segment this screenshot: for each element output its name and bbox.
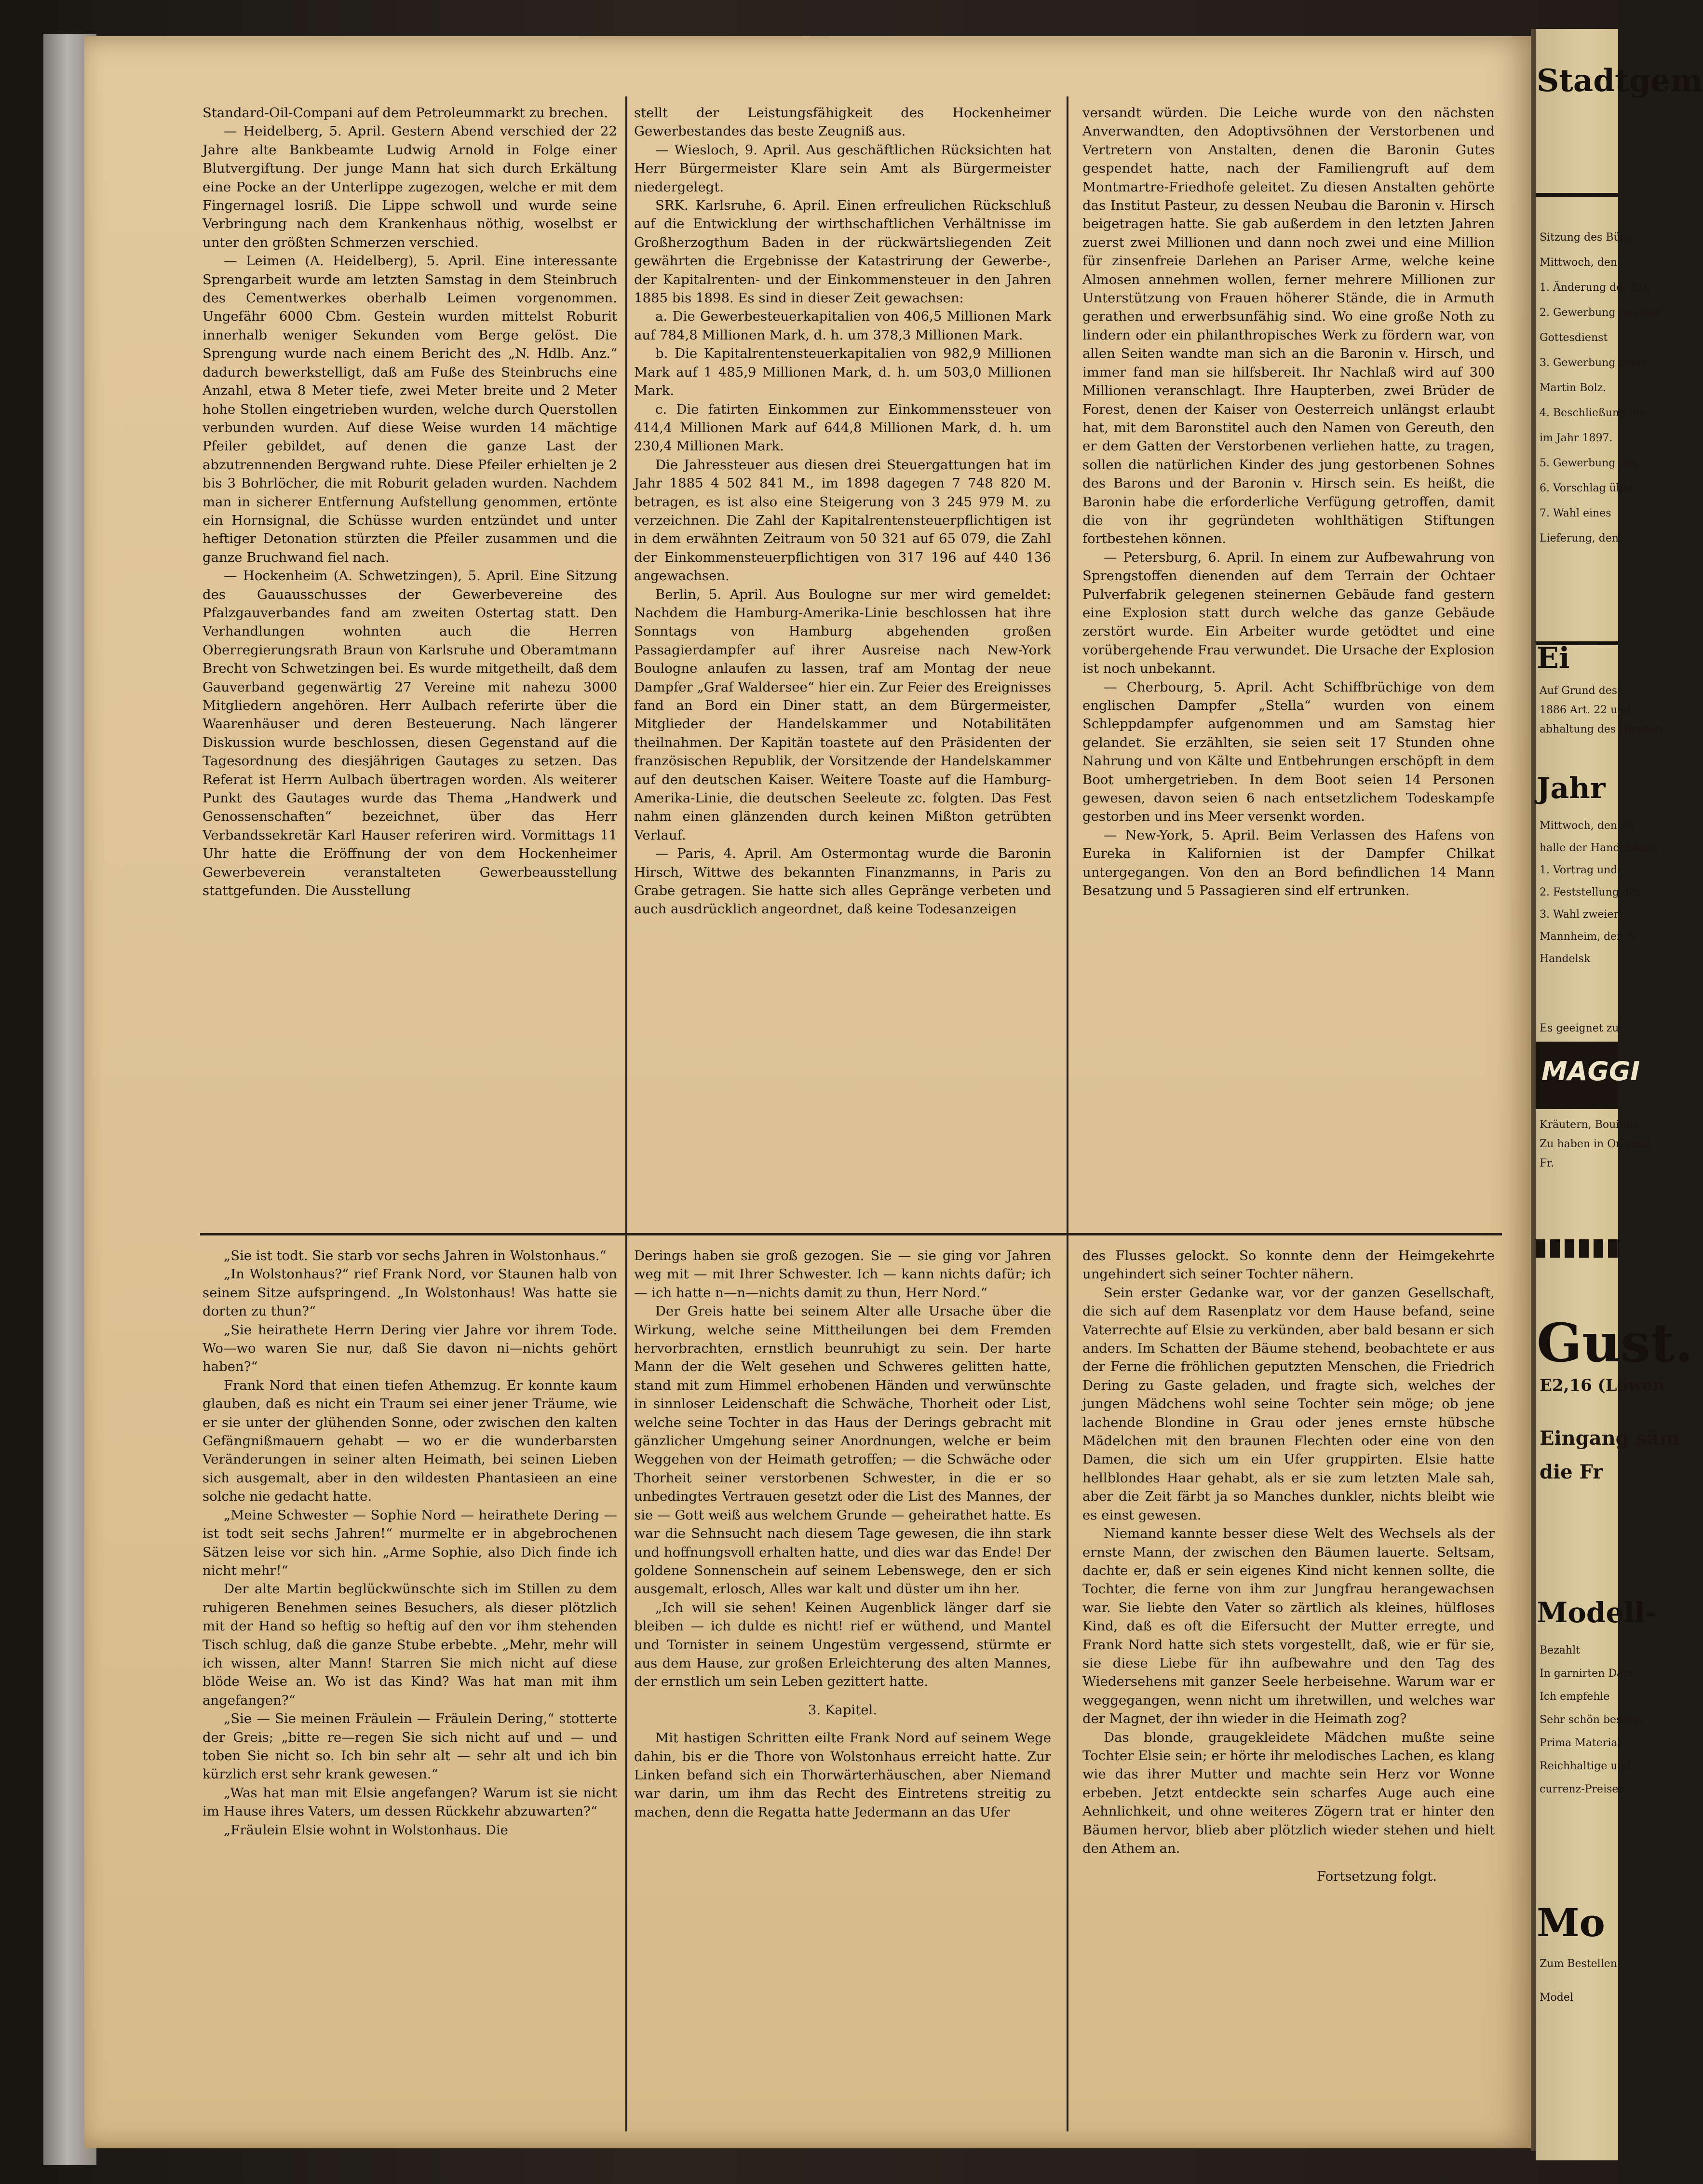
article-paragraph: „Fräulein Elsie wohnt in Wolstonhaus. Die: [224, 1822, 508, 1838]
article-paragraph: SRK. Karlsruhe, 6. April. Einen erfreulichen Rückschluß auf die Entwicklung der wirthschaftlichen Verhältnisse im Großherzogthum Baden in der rückwärtsliegenden Zeit gewährten die Ergebnisse der Katastrirung der Gewerbe-, der Kapitalrenten- und der Einkommensteuer in den Jahren 1885 bis 1898. Es sind in dieser Zeit gewachsen:: [634, 198, 1051, 306]
article-paragraph: „Meine Schwester — Sophie Nord — heirathete Dering — ist todt seit sechs Jahren!“ murmelte er in abgebrochenen Sätzen leise vor sich hin. „Arme Sophie, also Dich finde ich nicht mehr!“: [203, 1507, 617, 1578]
adjacent-page-line: 2. Feststellung des: [1540, 886, 1641, 898]
article-paragraph: Das blonde, graugekleidete Mädchen mußte seine Tochter Elsie sein; er hörte ihr melodisches Lachen, es klang wie das ihrer Mutter und machte sein Herz vor Wonne erbeben. Jetzt entdeckte sein scharfes Auge auch eine Aehnlichkeit, und ohne weiteres Zögern trat er hinter den Bäumen hervor, blieb aber plötzlich wieder stehen und hielt den Athem an.: [1082, 1729, 1495, 1856]
adjacent-page-line: 2. Gewerbung des Bür: [1540, 307, 1661, 319]
next-page-title: Stadtgem: [1537, 63, 1703, 99]
adjacent-page-line: halle der Handelskam: [1540, 842, 1658, 854]
article-paragraph: „Was hat man mit Elsie angefangen? Warum ist sie nicht im Hause ihres Vaters, um dessen Rückkehr abzuwarten?“: [203, 1785, 617, 1819]
ad-headline: Modell-: [1537, 1596, 1657, 1629]
adjacent-page-fragment: [1536, 29, 1703, 2160]
article-paragraph: — Wiesloch, 9. April. Aus geschäftlichen Rücksichten hat Herr Bürgermeister Klare sein Amt als Bürgermeister niedergelegt.: [634, 142, 1051, 195]
article-paragraph: — New-York, 5. April. Beim Verlassen des Hafens von Eureka in Kalifornien ist der Dampfer Chilkat untergegangen. Von den an Bord befindlichen 14 Mann Besatzung und 5 Passagieren sind elf ertrunken.: [1082, 827, 1495, 899]
article-paragraph: versandt würden. Die Leiche wurde von den nächsten Anverwandten, den Adoptivsöhnen der Verstorbenen und Vertretern von Anstalten, denen die Baronin Gutes gespendet hatte, nach der Familiengruft auf dem Montmartre-Friedhofe geleitet. Zu diesen Anstalten gehörte das Institut Pasteur, zu dessen Neubau die Baronin v. Hirsch beigetragen hatte. Sie gab außerdem in den letzten Jahren zuerst zwei Millionen und dann noch zwei und eine Million für zinsenfreie Darlehen an Pariser Arme, welche keine Almosen annehmen wollen, ferner mehrere Millionen zur Unterstützung von Frauen höherer Stände, die in Armuth gerathen und erwerbsunfähig sind. Wo eine große Noth zu lindern oder ein philanthropisches Werk zu fördern war, von allen Seiten wandte man sich an die Baronin v. Hirsch, und immer fand man sie hilfsbereit. Ihr Nachlaß wird auf 300 Millionen veranschlagt. Ihre Haupterben, zwei Brüder de Forest, denen der Kaiser von Oesterreich unlängst erlaubt hat, mit dem Baronstitel auch den Namen von Gereuth, den er dem Gatten der Verstorbenen verliehen hatte, zu tragen, sollen die natürlichen Kinder des jung gestorbenen Sohnes des Barons und der Baronin v. Hirsch sein. Es heißt, die Baronin habe die erforderliche Verfügung getroffen, damit die von ihr gegründeten wohlthätigen Stiftungen fortbestehen können.: [1082, 105, 1495, 547]
adjacent-page-line: Zum Bestellen: [1540, 1958, 1617, 1970]
adjacent-page-line: Mittwoch, den: [1540, 257, 1618, 269]
news-column-2: [634, 104, 1051, 1227]
article-paragraph: Fortsetzung folgt.: [1317, 1869, 1437, 1885]
adjacent-page-line: In garnirten Dam: [1540, 1668, 1633, 1680]
adjacent-page-line: Mannheim, den 5.: [1540, 931, 1637, 943]
adjacent-page-line: Sitzung des Bürg: [1540, 231, 1633, 244]
article-paragraph: „In Wolstonhaus?“ rief Frank Nord, vor Staunen halb von seinem Sitze aufspringend. „In Wolstonhaus! Was hatte sie dorten zu thun?“: [203, 1266, 617, 1319]
ad-headline: Mo: [1537, 1900, 1605, 1945]
adjacent-page-line: 6. Vorschlag über: [1540, 482, 1635, 494]
article-paragraph: Derings haben sie groß gezogen. Sie — sie ging vor Jahren weg mit — mit Ihrer Schwester. Ich — kann nichts dafür; ich — ich hatte n—n—nichts damit zu thun, Herr Nord.“: [634, 1248, 1051, 1301]
article-paragraph: Niemand kannte besser diese Welt des Wechsels als der ernste Mann, der zwischen den Bäumen lauerte. Seltsam, dachte er, daß er sein eigenes Kind nicht kennen sollte, die Tochter, die ferne von ihm zur Jungfrau herangewachsen war. Sie liebte den Vater so zärtlich als kleines, hülfloses Kind, daß es oft die Eifersucht der Mutter erregte, und Frank Nord hatte sich stets vorgestellt, daß, wie er für sie, sie diese Liebe für ihn aufbewahre und den Tag des Wiedersehens mit ganzer Seele herbeisehne. Warum war er weggegangen, wenn nicht um ihretwillen, und welches war der Magnet, der ihn wieder in die Heimath zog?: [1082, 1526, 1495, 1727]
article-paragraph: Der Greis hatte bei seinem Alter alle Ursache über die Wirkung, welche seine Mittheilungen bei dem Fremden hervorbrachten, ernstlich beunruhigt zu sein. Der harte Mann der die Welt gesehen und Schweres gelitten hatte, stand mit zum Himmel erhobenen Händen und verwünschte in sinnloser Leidenschaft die Schwäche, Thorheit oder List, welche seine Tochter in das Haus der Derings gebracht mit gänzlicher Umgehung seiner Anordnungen, welche er beim Weggehen von der Heimath getroffen; — die Schwäche oder Thorheit seiner verstorbenen Schwester, in die er so unbedingtes Vertrauen gesetzt oder die List des Mannes, der sie — Gott weiß aus welchem Grunde — geheirathet hatte. Es war die Sehnsucht nach diesem Tage gewesen, die ihn stark und hoffnungsvoll erhalten hatte, und dies war das Ende! Der goldene Sonnenschein auf seinem Lebenswege, den er sich ausgemalt, erlosch, Alles war kalt und düster um ihn her.: [634, 1303, 1051, 1597]
maggi-logo: MAGGI: [1541, 1056, 1640, 1086]
adjacent-page-line: Ich empfehle: [1540, 1691, 1610, 1703]
adjacent-page-line: 1. Änderung der Erg: [1540, 282, 1651, 294]
adjacent-page-line: die Fr: [1540, 1461, 1603, 1483]
adjacent-page-line: Handelsk: [1540, 953, 1591, 965]
adjacent-page-line: im Jahr 1897.: [1540, 432, 1613, 444]
adjacent-page-line: 4. Beschließung der: [1540, 407, 1648, 419]
column-rule: [625, 96, 627, 2131]
article-paragraph: „Sie — Sie meinen Fräulein — Fräulein Dering,“ stotterte der Greis; „bitte re—regen Sie sich nicht auf und — und toben Sie nicht so. Ich bin sehr alt — sehr alt und ich bin kürzlich erst sehr krank gewesen.“: [203, 1711, 617, 1782]
article-paragraph: „Ich will sie sehen! Keinen Augenblick länger darf sie bleiben — ich dulde es nicht! rief er wüthend, und Mantel und Tornister in seinem Ungestüm vergessend, stürmte er aus dem Hause, zur großen Erleichterung des alten Mannes, der ernstlich um sein Leben gezittert hatte.: [634, 1600, 1051, 1690]
article-paragraph: — Cherbourg, 5. April. Acht Schiffbrüchige von dem englischen Dampfer „Stella“ wurden von einem Schleppdampfer aufgenommen und am Samstag hier gelandet. Sie erzählten, sie seien seit 17 Stunden ohne Nahrung und von Kälte und Entbehrungen erschöpft in dem Boot umhergetrieben. In dem Boot seien 14 Personen gewesen, davon seien 6 nach entsetzlichem Todeskampfe gestorben und ins Meer versenkt worden.: [1082, 679, 1495, 825]
article-paragraph: Frank Nord that einen tiefen Athemzug. Er konnte kaum glauben, daß es nicht ein Traum sei einer jener Träume, wie er sie unter der glühenden Sonne, oder zwischen den kalten Gefängnißmauern gehabt — wo er die wunderbarsten Veränderungen in seiner alten Heimath, bei seinen Lieben sich ausgemalt, aber in den wildesten Phantasieen an eine solche nie gedacht hatte.: [203, 1377, 617, 1505]
article-paragraph: Berlin, 5. April. Aus Boulogne sur mer wird gemeldet: Nachdem die Hamburg-Amerika-Linie beschlossen hat ihre Sonntags von Hamburg abgehenden großen Passagierdampfer auf ihrer Ausreise nach New-York Boulogne anlaufen zu lassen, traf am Montag der neue Dampfer „Graf Waldersee“ hier ein. Zur Feier des Ereignisses fand an Bord ein Diner statt, an dem Bürgermeister, Mitglieder der Handelskammer und Notabilitäten theilnahmen. Der Kapitän toastete auf den Präsidenten der französischen Republik, der Vorsitzende der Handelskammer auf den deutschen Kaiser. Weitere Toaste auf die Hamburg-Amerika-Linie, die deutschen Seeleute zc. folgten. Das Fest nahm einen glänzenden durch keinen Mißton getrübten Verlauf.: [634, 586, 1051, 843]
adjacent-page-line: Bezahlt: [1540, 1644, 1580, 1656]
article-paragraph: „Sie heirathete Herrn Dering vier Jahre vor ihrem Tode. Wo—wo waren Sie nur, daß Sie davon ni—nichts gehört haben?“: [203, 1322, 617, 1375]
article-paragraph: Standard-Oil-Compani auf dem Petroleummarkt zu brechen.: [203, 105, 608, 121]
adjacent-page-line: 3. Gewerbung eines: [1540, 357, 1647, 369]
feuilleton-column-3: [1082, 1247, 1495, 2115]
column-rule: [1067, 96, 1068, 2131]
adjacent-page-line: Eingang säm: [1540, 1427, 1680, 1450]
ad-address: E2,16 (Löwen: [1540, 1376, 1664, 1395]
adjacent-page-line: 5. Gewerbung des: [1540, 457, 1637, 469]
news-column-3: [1082, 104, 1495, 1227]
adjacent-page-line: Prima Material: [1540, 1737, 1621, 1749]
article-paragraph: stellt der Leistungsfähigkeit des Hockenheimer Gewerbestandes das beste Zeugniß aus.: [634, 105, 1051, 139]
adjacent-page-line: 3. Wahl zweier: [1540, 909, 1619, 921]
ad-headline: Gust.: [1537, 1312, 1693, 1374]
article-paragraph: — Hockenheim (A. Schwetzingen), 5. April. Eine Sitzung des Gauausschusses der Gewerbevereine des Pfalzgauverbandes fand am zweiten Ostertag statt. Den Verhandlungen wohnten auch die Herren Oberregierungsrath Braun von Karlsruhe und Oberamtmann Brecht von Schwetzingen bei. Es wurde mitgetheilt, daß dem Gauverband gegenwärtig 27 Vereine mit nahezu 3000 Mitgliedern angehören. Herr Aulbach referirte über die Waarenhäuser und deren Besteuerung. Nach längerer Diskussion wurde beschlossen, diesen Gegenstand auf die Tagesordnung des diesjährigen Gautages zu setzen. Das Referat ist Herrn Aulbach übertragen worden. Als weiterer Punkt des Gautages wurde das Thema „Handwerk und Genossenschaften“ bezeichnet, über das Herr Verbandssekretär Karl Hauser referiren wird. Vormittags 11 Uhr hatte die Eröffnung der von dem Hockenheimer Gewerbeverein veranstalteten Gewerbeausstellung stattgefunden. Die Ausstellung: [203, 568, 617, 899]
maggi-caption: Zu haben in Original: [1540, 1138, 1651, 1150]
article-paragraph: Die Jahressteuer aus diesen drei Steuergattungen hat im Jahr 1885 4 502 841 M., im 1898 dagegen 7 748 820 M. betragen, es ist also eine Steigerung von 3 245 979 M. zu verzeichnen. Die Zahl der Kapitalrentensteuerpflichtigen ist in dem erwähnten Zeitraum von 50 321 auf 65 079, die Zahl der Einkommensteuerpflichtigen von 317 196 auf 440 136 angewachsen.: [634, 457, 1051, 584]
ornamental-border: [1536, 1239, 1618, 1258]
adjacent-page-line: currenz-Preisen: [1540, 1783, 1625, 1795]
adjacent-page-line: 1. Vortrag und: [1540, 864, 1618, 876]
adjacent-page-line: Lieferung, den: [1540, 532, 1619, 544]
adjacent-page-line: Martin Bolz.: [1540, 382, 1607, 394]
article-paragraph: „Sie ist todt. Sie starb vor sechs Jahren in Wolstonhaus.“: [224, 1248, 607, 1263]
adjacent-page-line: Auf Grund des: [1540, 685, 1618, 697]
feuilleton-column-1: [203, 1247, 617, 2115]
adjacent-page-line: Sehr schön besorgt: [1540, 1714, 1645, 1726]
adjacent-page-line: 7. Wahl eines: [1540, 507, 1611, 519]
article-paragraph: — Petersburg, 6. April. In einem zur Aufbewahrung von Sprengstoffen dienenden auf dem Terrain der Ochtaer Pulverfabrik gelegenen steinernen Gebäude fand gestern eine Explosion statt durch welche das ganze Gebäude zerstört wurde. Ein Arbeiter wurde getödtet und eine vorübergehende Frau verwundet. Die Ursache der Explosion ist noch unbekannt.: [1082, 549, 1495, 677]
maggi-caption: Kräutern, Bouillon: [1540, 1119, 1639, 1131]
article-paragraph: — Leimen (A. Heidelberg), 5. April. Eine interessante Sprengarbeit wurde am letzten Samstag in dem Steinbruch des Cementwerkes oberhalb Leimen vorgenommen. Ungefähr 6000 Cbm. Gestein wurden mittelst Roburit innerhalb weniger Sekunden vom Berge gelöst. Die Sprengung wurde nach einem Bericht des „N. Hdlb. Anz.“ dadurch bewerkstelligt, daß am Fuße des Steinbruchs eine Anzahl, etwa 8 Meter tiefe, zwei Meter breite und 2 Meter hohe Stollen eingetrieben wurden, welche durch Querstollen verbunden wurden. Auf diese Weise wurden 14 mächtige Pfeiler gebildet, auf denen die ganze Last der abzutrennenden Bergwand ruhte. Diese Pfeiler erhielten je 2 bis 3 Bohrlöcher, die mit Roburit geladen wurden. Nachdem man in sicherer Entfernung Aufstellung genommen, ertönte ein Hornsignal, die Schüsse wurden entzündet und unter heftiger Detonation stürzten die Pfeiler zusammen und die ganze Bruchwand fiel nach.: [203, 253, 617, 565]
adjacent-page-line: Gottesdienst: [1540, 332, 1608, 344]
article-paragraph: — Paris, 4. April. Am Ostermontag wurde die Baronin Hirsch, Wittwe des bekannten Finanzmanns, in Paris zu Grabe getragen. Sie hatte sich alles Gepränge verbeten und auch ausdrücklich angeordnet, daß keine Todesanzeigen: [634, 846, 1051, 917]
adjacent-page-line: Model: [1540, 1992, 1573, 2004]
article-paragraph: des Flusses gelockt. So konnte denn der Heimgekehrte ungehindert sich seiner Tochter nähern.: [1082, 1248, 1495, 1282]
article-paragraph: — Heidelberg, 5. April. Gestern Abend verschied der 22 Jahre alte Bankbeamte Ludwig Arnold in Folge einer Blutvergiftung. Der junge Mann hat sich durch Erkältung eine Pocke an der Unterlippe zugezogen, welche er mit dem Fingernagel losriß. Die Lippe schwoll und wurde seine Verbringung nach dem Krankenhaus nöthig, woselbst er unter den größten Schmerzen verschied.: [203, 123, 617, 250]
article-paragraph: b. Die Kapitalrentensteuerkapitalien von 982,9 Millionen Mark auf 1 485,9 Millionen Mark, d. h. um 503,0 Millionen Mark.: [634, 346, 1051, 399]
maggi-caption: Fr.: [1540, 1157, 1554, 1169]
feuilleton-divider: [200, 1233, 1502, 1235]
news-column-1: [203, 104, 617, 1227]
adjacent-page-line: abhaltung des Handels: [1540, 723, 1664, 735]
ad-frame: [1536, 193, 1618, 197]
article-paragraph: 3. Kapitel.: [808, 1702, 878, 1718]
adjacent-page-line: Mittwoch, den 19: [1540, 820, 1635, 832]
ad-headline: Jahr: [1537, 772, 1606, 805]
maggi-caption: Es geeignet zu: [1540, 1022, 1619, 1034]
adjacent-page-line: 1886 Art. 22 und: [1540, 704, 1631, 716]
article-paragraph: Mit hastigen Schritten eilte Frank Nord auf seinem Wege dahin, bis er die Thore von Wolstonhaus erreicht hatte. Zur Linken befand sich ein Thorwärterhäuschen, aber Niemand war darin, um ihm das Recht des Eintretens streitig zu machen, denn die Regatta hatte Jedermann an das Ufer: [634, 1730, 1051, 1820]
article-paragraph: a. Die Gewerbesteuerkapitalien von 406,5 Millionen Mark auf 784,8 Millionen Mark, d. h. um 378,3 Millionen Mark.: [634, 309, 1051, 343]
article-paragraph: Sein erster Gedanke war, vor der ganzen Gesellschaft, die sich auf dem Rasenplatz vor dem Hause befand, seine Vaterrechte auf Elsie zu verkünden, aber bald besann er sich anders. Im Schatten der Bäume stehend, beobachtete er aus der Ferne die fröhlichen geputzten Menschen, die Friedrich Dering zu Gaste geladen, und fragte sich, welches der jungen Mädchens wohl seine Tochter sein möge; ob jene lachende Blondine in Grau oder jenes ernste hübsche Mädelchen mit den braunen Flechten oder eine von den Damen, die sich um ein Ufer gruppirten. Elsie hatte hellblondes Haar gehabt, als er sie zum letzten Male sah, aber die Zeit färbt ja so Manches dunkler, nichts bleibt wie es einst gewesen.: [1082, 1285, 1495, 1523]
article-paragraph: Der alte Martin beglückwünschte sich im Stillen zu dem ruhigeren Benehmen seines Besuchers, als dieser plötzlich mit der Hand so heftig so heftig auf den vor ihm stehenden Tisch schlug, daß die ganze Stube erbebte. „Mehr, mehr will ich wissen, alter Mann! Starren Sie mich nicht auf diese blöde Weise an. Wo ist das Kind? Was hat man mit ihm angefangen?“: [203, 1581, 617, 1708]
feuilleton-column-2: [634, 1247, 1051, 2115]
adjacent-page-line: Reichhaltige und: [1540, 1760, 1631, 1772]
ad-headline: Ei: [1537, 641, 1570, 675]
article-paragraph: c. Die fatirten Einkommen zur Einkommenssteuer von 414,4 Millionen Mark auf 644,8 Millionen Mark, d. h. um 230,4 Millionen Mark.: [634, 401, 1051, 454]
